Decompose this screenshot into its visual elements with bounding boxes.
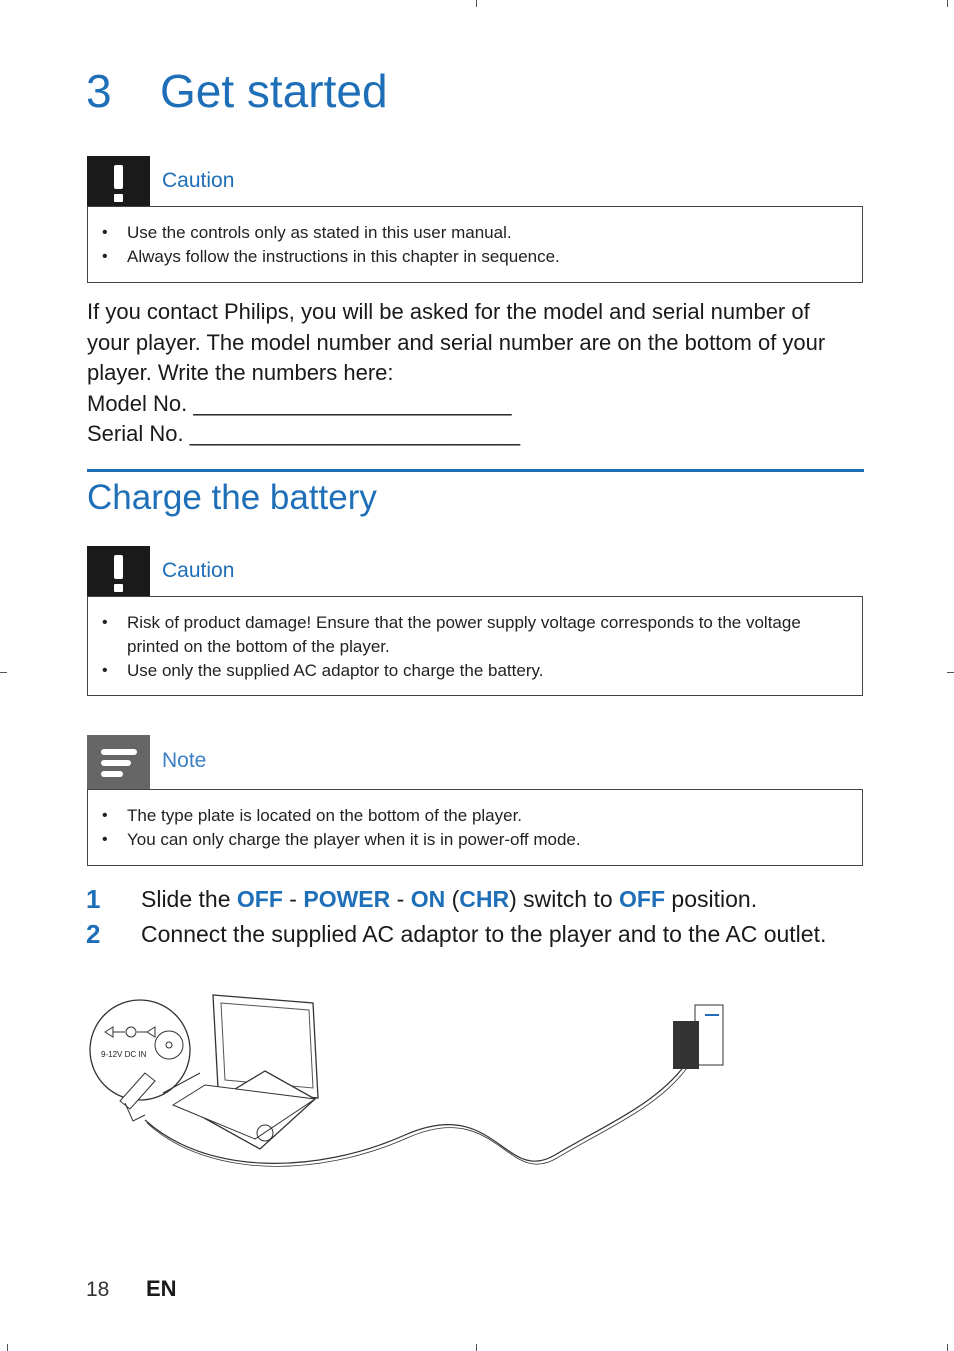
charging-illustration <box>85 985 745 1185</box>
intro-line: your player. The model number and serial number are on the bottom of your <box>87 329 826 355</box>
caution-box <box>87 596 863 696</box>
caution-label: Caution <box>162 559 235 582</box>
note-box <box>87 789 863 866</box>
intro-paragraph <box>87 297 877 450</box>
crop-mark <box>947 672 954 673</box>
intro-line: player. Write the numbers here: <box>87 360 394 385</box>
keyword: POWER <box>303 886 391 912</box>
crop-mark <box>947 0 948 7</box>
step-number: 2 <box>86 919 101 949</box>
caution-icon <box>87 546 150 597</box>
chapter-title: Get started <box>160 65 388 117</box>
crop-mark <box>476 1344 477 1351</box>
caution-icon <box>87 156 150 207</box>
jack-label: 9-12V DC IN <box>101 1050 147 1059</box>
language-code: EN <box>146 1276 177 1301</box>
caution-item: • Always follow the instructions in this chapter in sequence. <box>88 245 862 269</box>
section-title: Charge the battery <box>87 478 377 517</box>
intro-line: If you contact Philips, you will be asked for the model and serial number of <box>87 299 810 324</box>
caution-item: • Risk of product damage! Ensure that the power supply voltage corresponds to the voltage printed on the bottom of the player. <box>88 611 842 659</box>
caution-label: Caution <box>162 169 235 192</box>
step-text: Connect the supplied AC adaptor to the player and to the AC outlet. <box>141 921 827 947</box>
serial-number-field: Serial No. ___________________________ <box>87 421 521 446</box>
note-item: • You can only charge the player when it is in power-off mode. <box>88 828 862 852</box>
section-rule <box>87 469 864 472</box>
keyword: OFF <box>619 886 666 912</box>
step-number: 1 <box>86 884 101 914</box>
crop-mark <box>7 1344 8 1351</box>
caution-item: • Use only the supplied AC adaptor to charge the battery. <box>88 659 842 683</box>
model-number-field: Model No. __________________________ <box>87 390 512 416</box>
chapter-number: 3 <box>86 65 112 117</box>
crop-mark <box>947 1344 948 1351</box>
keyword: CHR <box>459 886 510 912</box>
crop-mark <box>0 672 7 673</box>
note-label: Note <box>162 749 207 772</box>
page-number: 18 <box>86 1278 110 1301</box>
note-icon <box>87 735 150 789</box>
step-text: Slide the OFF - POWER - ON (CHR) switch to OFF position. <box>141 886 758 912</box>
keyword: ON <box>410 886 446 912</box>
caution-item: • Use the controls only as stated in this user manual. <box>88 221 862 245</box>
ac-adaptor <box>673 1021 699 1069</box>
note-item: • The type plate is located on the bottom of the player. <box>88 804 862 828</box>
crop-mark <box>476 0 477 7</box>
keyword: OFF <box>236 886 283 912</box>
caution-box <box>87 206 863 283</box>
